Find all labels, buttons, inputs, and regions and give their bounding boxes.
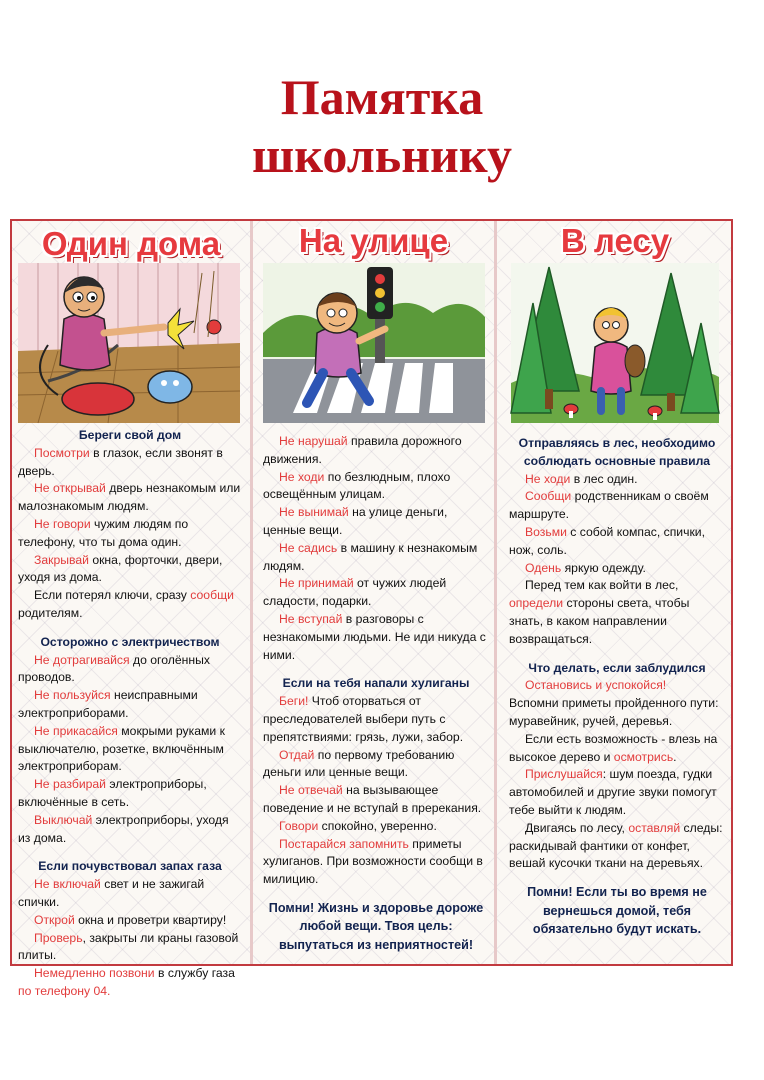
rule-item: Не прикасайся мокрыми руками к выключателю, розетке, включённым электроприборам.	[18, 723, 225, 774]
rule-item: Открой окна и проветри квартиру!	[34, 912, 227, 927]
section-heading: Если на тебя напали хулиганы	[282, 676, 470, 691]
page-title	[0, 68, 764, 184]
rule-item: Посмотри в глазок, если звонят в дверь.	[18, 445, 223, 478]
rule-item: Не ходи по безлюдным, плохо освещённым улицам.	[263, 469, 451, 502]
rule-item: Не вступай в разговоры с незнакомыми людьми. Не иди никуда с ними.	[263, 611, 486, 662]
rule-item: Не говори чужим людям по телефону, что ты дома один.	[18, 516, 189, 549]
rule-item: Немедленно позвони в службу газа по телефону 04.	[18, 966, 235, 998]
column-text	[18, 427, 242, 1001]
footer-note: Помни! Если ты во время не вернешься домой, тебя обязательно будут искать.	[527, 885, 707, 937]
rule-item: Если есть возможность - влезь на высокое дерево и осмотрись.	[509, 731, 718, 764]
section-heading: Отправляясь в лес, необходимо соблюдать основные правила	[518, 436, 716, 468]
section-heading: Осторожно с электричеством	[40, 634, 220, 649]
rule-item: Возьми с собой компас, спички, нож, соль.	[509, 524, 705, 557]
column-forest	[497, 221, 733, 964]
rule-item: Не ходи в лес один.	[525, 471, 638, 486]
rule-item: Остановись и успокойся!	[525, 678, 667, 693]
column-title: В лесу	[560, 222, 670, 259]
column-title: Один дома	[41, 225, 221, 262]
rule-item: Одень яркую одежду.	[525, 560, 646, 575]
rule-item: Не включай свет и не зажигай спички.	[18, 877, 205, 909]
rule-item: Не вынимай на улице деньги, ценные вещи.	[263, 505, 448, 537]
rule-item: Вспомни приметы пройденного пути: муравейник, ручей, деревья.	[509, 696, 719, 728]
boy-forest-trees-illustration	[511, 263, 719, 423]
page-title-line2: школьнику	[252, 127, 512, 183]
column-street	[253, 221, 494, 964]
section-heading: Что делать, если заблудился	[528, 660, 706, 675]
section-heading: Береги свой дом	[78, 428, 182, 442]
column-home-alone	[12, 221, 250, 998]
rule-item: Не нарушай правила дорожного движения.	[263, 434, 462, 466]
rule-item: Не садись в машину к незнакомым людям.	[263, 540, 478, 573]
rule-item: Не разбирай электроприборы, включённые в сеть.	[18, 777, 207, 809]
memo-frame	[10, 219, 733, 998]
rule-item: Не открывай дверь незнакомым или малознакомым людям.	[18, 481, 241, 514]
footer-note: Помни! Жизнь и здоровье дороже любой вещи. Твоя цель: выпутаться из неприятностей!	[268, 900, 484, 952]
rule-item: Проверь, закрыты ли краны газовой плиты.	[18, 930, 239, 963]
rule-item: Если потерял ключи, сразу сообщи родителям.	[18, 588, 234, 620]
rule-item: Беги! Чтоб оторваться от преследователей выбери путь с препятствиями: грязь, лужи, забор.	[263, 694, 464, 744]
boy-vacuum-cleaner-illustration	[18, 263, 240, 423]
rule-item: Не принимай от чужих людей сладости, подарки.	[263, 576, 447, 609]
column-text	[263, 433, 489, 954]
rule-item: Говори спокойно, уверенно.	[279, 818, 437, 833]
column-text	[509, 435, 725, 939]
rule-item: Выключай электроприборы, уходя из дома.	[18, 812, 229, 845]
rule-item: Отдай по первому требованию деньги или ценные вещи.	[263, 747, 455, 780]
boy-crosswalk-traffic-light-illustration	[263, 263, 485, 423]
rule-item: Двигаясь по лесу, оставляй следы: раскидывай фантики от конфет, вешай кусочки ткани на деревьях.	[509, 820, 723, 871]
column-title: На улице	[298, 222, 449, 259]
rule-item: Не дотрагивайся до оголённых проводов.	[18, 652, 210, 685]
rule-item: Не отвечай на вызывающее поведение и не вступай в пререкания.	[263, 783, 482, 815]
rule-item: Сообщи родственникам о своём маршруте.	[509, 489, 709, 522]
section-heading: Если почувствовал запах газа	[38, 859, 222, 874]
rule-item: Прислушайся: шум поезда, гудки автомобилей и другие звуки помогут тебе выйти к людям.	[509, 767, 717, 817]
rule-item: Не пользуйся неисправными электроприборами.	[18, 688, 198, 720]
rule-item: Перед тем как войти в лес, определи стороны света, чтобы знать, в каком направлении возвращаться.	[509, 578, 690, 646]
page-title-line1: Памятка	[280, 69, 484, 125]
rule-item: Постарайся запомнить приметы хулиганов. При возможности сообщи в милицию.	[263, 836, 483, 887]
rule-item: Закрывай окна, форточки, двери, уходя из дома.	[18, 552, 223, 585]
